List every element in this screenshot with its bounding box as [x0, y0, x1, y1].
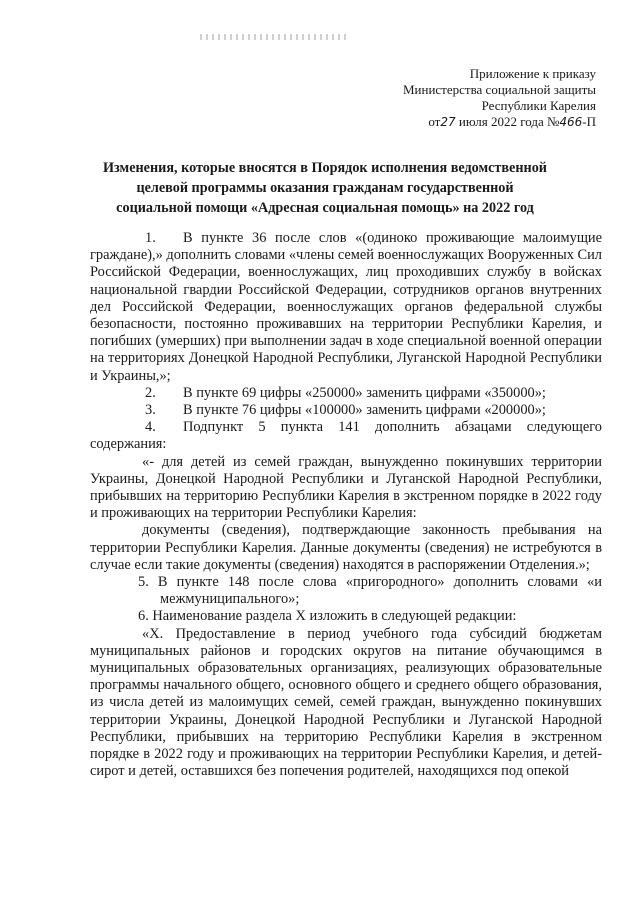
document-body [90, 230, 602, 781]
scan-artifact [200, 34, 350, 40]
annex-header [403, 66, 596, 130]
paragraph-children: «- для детей из семей граждан, вынужденно покинувших территории Украины, Донецкой Народной Республики и Луганской Народной Республики, прибывших на территорию Республики Карелия в экстренном порядке в 2022 году и проживающих на территории Республики Карелия: [90, 453, 602, 522]
item-text: Подпункт 5 пункта 141 дополнить абзацами следующего содержания: [90, 419, 602, 453]
handwritten-day: 27 [440, 115, 456, 129]
item-number: 3. [145, 402, 156, 419]
list-item [90, 419, 602, 453]
item-text: В пункте 36 после слов «(одиноко проживающие малоимущие граждане),» дополнить словами «члены семей военнослужащих Вооруженных Сил Российской Федерации, военнослужащих, лиц проходивших службу в войсках национальной гвардии Российской Федерации, сотрудников органов внутренних дел Российской Федерации, военнослужащих органов федеральной службы безопасности, постоянно проживавших на территории Республики Карелия, и погибших (умерших) при выполнении задач в ходе специальной военной операции на территориях Донецкой Народной Республики, Луганской Народной Республики и Украины,»; [90, 230, 602, 384]
date-middle: июля 2022 года № [458, 114, 560, 129]
item-text: В пункте 69 цифры «250000» заменить цифрами «350000»; [183, 384, 546, 401]
item-number: 2. [145, 384, 156, 401]
item-number: 1. [145, 230, 156, 246]
list-item [90, 402, 602, 419]
list-item [90, 230, 602, 385]
list-item-6: 6. Наименование раздела X изложить в следующей редакции: [138, 608, 517, 625]
document-title: Изменения, которые вносятся в Порядок исполнения ведомственной целевой программы оказания гражданам государственной социальной помощи «Адресная социальная помощь» на 2022 год [103, 160, 547, 216]
list-item [90, 385, 602, 402]
annex-line-3: Республики Карелия [481, 98, 596, 113]
paragraph-documents: документы (сведения), подтверждающие законность пребывания на территории Республики Карелия. Данные документы (сведения) не истребуются в случае если такие документы (сведения) находятся в распоряжении Отделения.»; [90, 522, 602, 573]
annex-line-2: Министерства социальной защиты [402, 82, 596, 97]
item-number: 4. [145, 419, 156, 436]
date-prefix: от [428, 114, 441, 129]
annex-date-line [403, 114, 596, 130]
list-item-5: 5. В пункте 148 после слова «пригородного» дополнить словами «и межмуниципального»; [138, 574, 602, 608]
annex-line-1: Приложение к приказу [469, 66, 596, 81]
handwritten-number: 466 [559, 115, 583, 129]
item-text: В пункте 76 цифры «100000» заменить цифрами «200000»; [183, 402, 546, 419]
paragraph-section-x: «X. Предоставление в период учебного года субсидий бюджетам муниципальных районов и городских округов на питание обучающимся в муниципальных образовательных организациях, реализующих образовательные программы начального общего, основного общего и среднего общего образования, из числа детей из малоимущих семей, семей граждан, вынужденно покинувших территории Украины, Донецкой Народной Республики и Луганской Народной Республики, прибывших на территорию Республики Карелия в экстренном порядке в 2022 году и проживающих на территории Республики Карелия, и детей-сирот и детей, оставшихся без попечения родителей, находящихся под опекой [90, 625, 602, 780]
number-suffix: -П [582, 114, 596, 129]
